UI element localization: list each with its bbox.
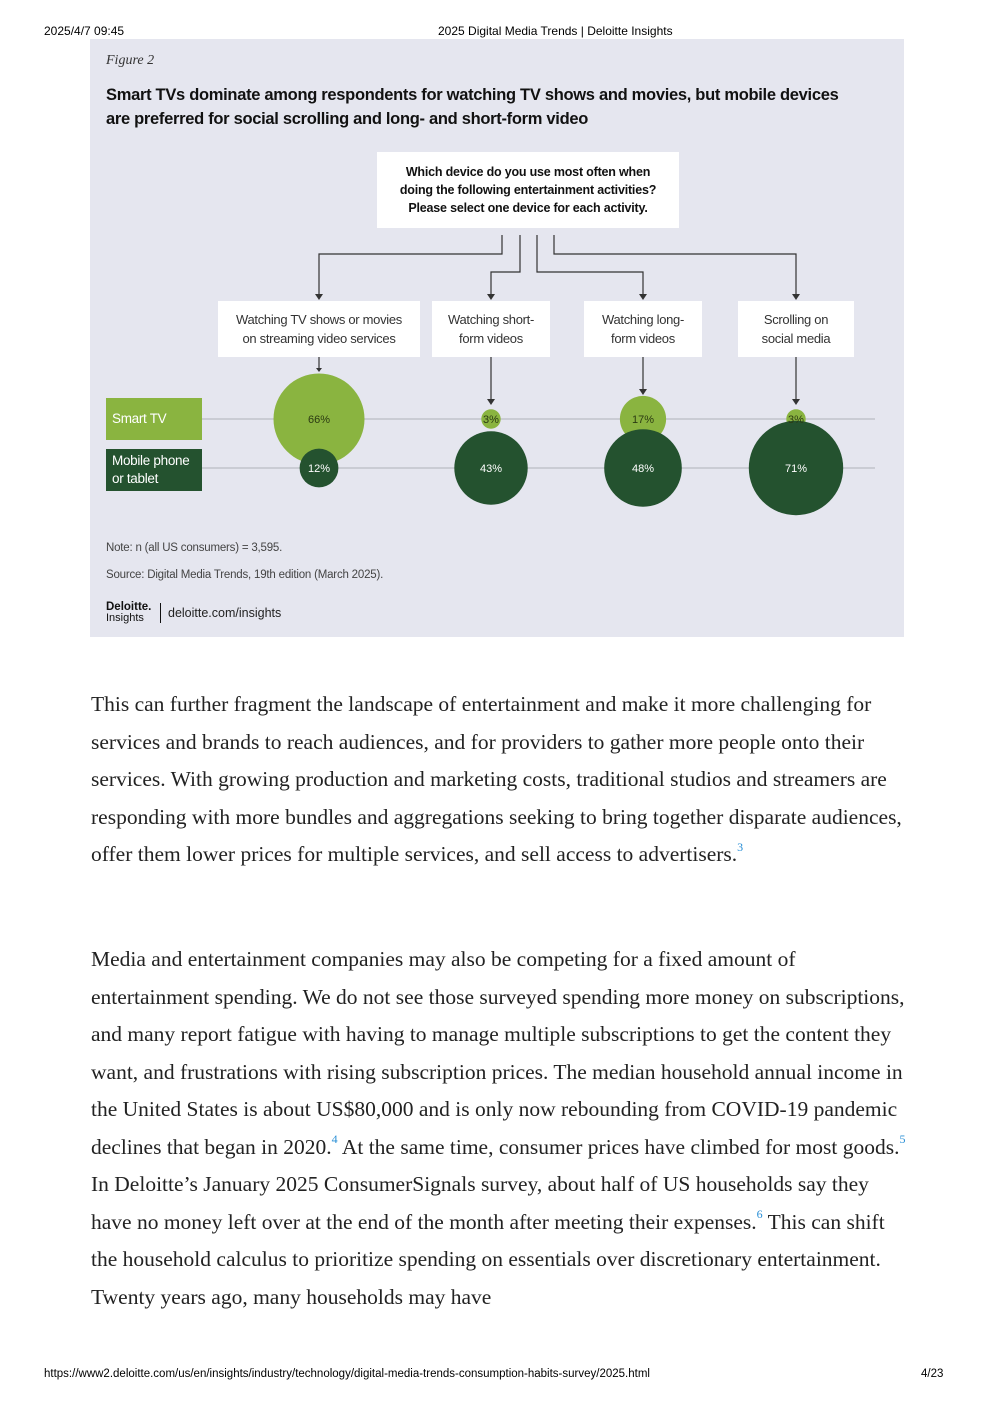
paragraph-1-text: This can further fragment the landscape of entertainment and make it more challenging for services and brands to reach audiences, and for providers to gather more people onto their services. With growing production and marketing costs, traditional studios and streamers are responding with more bundles and aggregations seeking to bring together disparate audiences, offer them lower prices for multiple services, and sell access to advertisers. <box>91 692 902 866</box>
bubble-label-smart-tv-4: 3% <box>788 414 804 426</box>
question-line-1: Which device do you use most often when <box>405 165 651 179</box>
activity-long-form <box>584 301 702 357</box>
footnote-5-link[interactable]: 5 <box>899 1132 906 1147</box>
figure-source: Source: Digital Media Trends, 19th edition (March 2025). <box>106 569 384 581</box>
figure-note: Note: n (all US consumers) = 3,595. <box>106 542 283 554</box>
logo-brand: Deloitte. <box>106 601 152 613</box>
deloitte-insights-logo <box>106 602 151 624</box>
activity-line-2: form videos <box>459 331 523 346</box>
activity-line-1: Watching TV shows or movies <box>235 312 403 327</box>
activity-streaming-tv <box>218 301 420 357</box>
bubble-label-mobile-2: 43% <box>479 463 503 475</box>
activity-line-2: social media <box>761 331 831 346</box>
row-label-smart-tv: Smart TV <box>106 398 202 440</box>
bubble-label-mobile-3: 48% <box>631 463 655 475</box>
print-url: https://www2.deloitte.com/us/en/insights/industry/technology/digital-media-trends-consumption-habits-survey/2025.html <box>44 1368 650 1380</box>
figure-2 <box>90 39 904 637</box>
print-datetime: 2025/4/7 09:45 <box>44 24 125 38</box>
print-page-number: 4/23 <box>921 1368 944 1380</box>
footnote-4-link[interactable]: 4 <box>331 1132 338 1147</box>
row-label-mobile-line-1: Mobile phone <box>112 453 190 468</box>
bubble-label-smart-tv-2: 3% <box>483 414 499 426</box>
question-line-3: Please select one device for each activity. <box>408 201 648 215</box>
footnote-3-link[interactable]: 3 <box>737 839 744 854</box>
activity-social-media <box>738 301 854 357</box>
bubble-label-smart-tv-1: 66% <box>307 414 331 426</box>
print-page-title: 2025 Digital Media Trends | Deloitte Insights <box>438 24 673 38</box>
footnote-6-link[interactable]: 6 <box>756 1207 763 1222</box>
paragraph-1 <box>91 686 906 874</box>
bubble-label-mobile-4: 71% <box>784 463 808 475</box>
figure-label: Figure 2 <box>106 53 155 68</box>
logo-divider <box>160 603 161 623</box>
paragraph-2-part-3: In Deloitte’s January 2025 ConsumerSignals survey, about half of US households say they have no money left over at the end of the month after meeting their expenses. <box>91 1172 869 1234</box>
paragraph-2 <box>91 941 906 1316</box>
survey-question <box>377 152 679 228</box>
question-line-2: doing the following entertainment activities? <box>399 183 657 197</box>
paragraph-2-part-1: Media and entertainment companies may also be competing for a fixed amount of entertainment spending. We do not see those surveyed spending more money on subscriptions, and many report fatigue with having to manage multiple subscriptions to get the content they want, and frustrations with rising subscription prices. The median household annual income in the United States is about US$80,000 and is only now rebounding from COVID-19 pandemic declines that began in 2020. <box>91 947 905 1159</box>
activity-line-1: Watching long- <box>601 312 685 327</box>
bubble-label-smart-tv-3: 17% <box>631 414 655 426</box>
row-label-mobile-line-2: or tablet <box>112 471 159 486</box>
activity-short-form <box>432 301 550 357</box>
logo-url: deloitte.com/insights <box>168 606 282 620</box>
row-label-mobile <box>106 449 202 491</box>
activity-line-2: form videos <box>611 331 675 346</box>
figure-title: Smart TVs dominate among respondents for watching TV shows and movies, but mobile devices are preferred for social scrolling and long- and short-form video <box>106 86 839 128</box>
activity-line-2: on streaming video services <box>242 331 396 346</box>
activity-line-1: Scrolling on <box>763 312 829 327</box>
paragraph-2-part-4: This can shift the household calculus to prioritize spending on essentials over discretionary entertainment. Twenty years ago, many households may have <box>91 1209 885 1309</box>
logo-sub: Insights <box>106 612 144 624</box>
paragraph-2-part-2: At the same time, consumer prices have climbed for most goods. <box>337 1134 900 1159</box>
bubble-label-mobile-1: 12% <box>307 463 331 475</box>
activity-line-1: Watching short- <box>447 312 535 327</box>
